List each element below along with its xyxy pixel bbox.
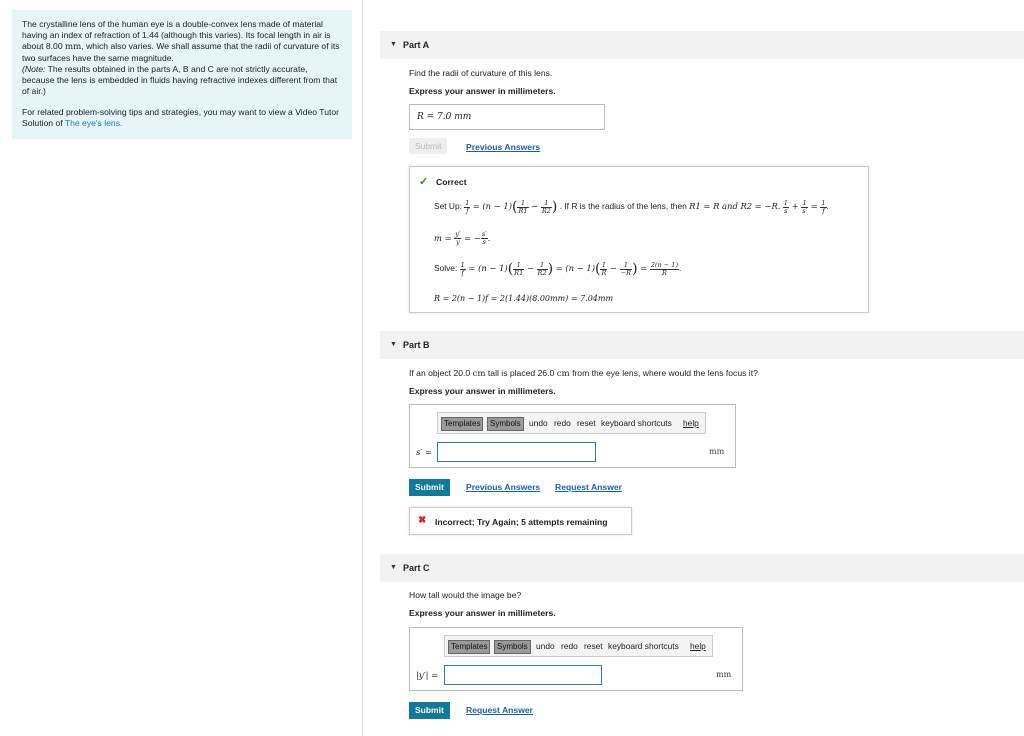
symbols-button[interactable]: Symbols xyxy=(487,417,524,431)
x-mark-icon: ✖ xyxy=(418,515,427,526)
video-tutor-paragraph: For related problem-solving tips and strategies, you may want to view a Video Tutor Solution of The eye's lens. xyxy=(22,107,340,128)
part-c-unit: mm xyxy=(716,670,732,679)
part-b-question: If an object 20.0 cm tall is placed 26.0 cm from the eye lens, where would the lens focus it? xyxy=(409,368,758,379)
redo-button[interactable]: redo xyxy=(554,418,571,428)
part-c-title: Part C xyxy=(403,563,430,573)
part-c-submit-button[interactable]: Submit xyxy=(409,702,450,719)
chevron-down-icon: ▼ xyxy=(390,41,397,48)
part-b-submit-button[interactable]: Submit xyxy=(409,479,450,496)
part-b-incorrect-feedback xyxy=(409,507,632,535)
undo-button[interactable]: undo xyxy=(536,641,555,651)
templates-button[interactable]: Templates xyxy=(448,640,490,654)
part-a-title: Part A xyxy=(403,40,430,50)
solve-line: Solve: $\frac{1}{f}$ = (n − 1)( $\frac{1}{R1}$ − $\frac{1}{R2}$ ) = (n − 1)( $\frac{1}{R}$ − $\frac{1}{-R}$ ) = $\frac{2(n - 1)}{R}$ . xyxy=(434,260,682,277)
part-c-answer-box xyxy=(409,627,743,691)
part-b-header[interactable] xyxy=(380,331,1024,359)
video-tutor-link[interactable]: The eye's lens. xyxy=(64,118,123,128)
reset-button[interactable]: reset xyxy=(584,641,603,651)
part-c-header[interactable] xyxy=(380,554,1024,582)
magnification-line: m = $\frac{y'}{y}$ = − $\frac{s'}{s}$ . xyxy=(434,230,491,246)
checkmark-icon: ✓ xyxy=(419,176,429,188)
part-c-instruction: Express your answer in millimeters. xyxy=(409,608,556,618)
templates-button[interactable]: Templates xyxy=(441,417,483,431)
part-b-request-answer-link[interactable]: Request Answer xyxy=(555,482,623,492)
undo-button[interactable]: undo xyxy=(529,418,548,428)
part-a-instruction: Express your answer in millimeters. xyxy=(409,86,556,96)
part-a-correct-feedback xyxy=(409,166,869,313)
setup-line: Set Up: $\frac{1}{f}$ = (n − 1)( $\frac{1}{R1}$ − $\frac{1}{R2}$ ) . If R is the radius of the lens, then R1 = R and R2 = −R. $\frac{1}{s}$ + $\frac{1}{s'}$ = $\frac{1}{f}$ . xyxy=(434,198,829,215)
correct-label: Correct xyxy=(436,177,467,187)
incorrect-message: Incorrect; Try Again; 5 attempts remaining xyxy=(435,517,608,527)
part-b-title: Part B xyxy=(403,340,430,350)
result-line: R = 2(n − 1)f = 2(1.44)(8.00mm) = 7.04mm xyxy=(434,294,614,303)
keyboard-shortcuts-button[interactable]: keyboard shortcuts xyxy=(608,641,679,651)
part-b-previous-answers-link[interactable]: Previous Answers xyxy=(466,482,541,492)
intro-paragraph: The crystalline lens of the human eye is a double-convex lens made of material having an index of refraction of 1.44 (although this varies). Its focal length in air is about 8.00 mm, which also varies. We shall assume that the radii of curvature of its two surfaces have the same magnitude. (Note: The results obtained in the parts A, B and C are not strictly accurate, because the lens is embedded in fluids having refractive indexes different from that of air.) xyxy=(22,19,340,96)
part-b-input-label: s′ = xyxy=(416,448,433,458)
part-b-instruction: Express your answer in millimeters. xyxy=(409,386,556,396)
part-a-submit-button[interactable]: Submit xyxy=(409,138,447,154)
reset-button[interactable]: reset xyxy=(577,418,596,428)
part-a-answer: R = 7.0 mm xyxy=(417,112,472,122)
symbols-button[interactable]: Symbols xyxy=(494,640,531,654)
part-c-input-label: |y′| = xyxy=(416,671,439,681)
part-b-answer-input[interactable] xyxy=(437,442,596,462)
part-a-previous-answers-link[interactable]: Previous Answers xyxy=(466,142,541,152)
help-button[interactable]: help xyxy=(683,418,699,428)
part-b-answer-box xyxy=(409,404,736,468)
part-b-math-toolbar xyxy=(437,412,706,434)
part-c-request-answer-link[interactable]: Request Answer xyxy=(466,705,534,715)
part-b-unit: mm xyxy=(709,447,725,456)
problem-intro xyxy=(12,10,352,139)
help-button[interactable]: help xyxy=(690,641,706,651)
chevron-down-icon: ▼ xyxy=(390,564,397,571)
part-a-header[interactable] xyxy=(380,31,1024,59)
keyboard-shortcuts-button[interactable]: keyboard shortcuts xyxy=(601,418,672,428)
chevron-down-icon: ▼ xyxy=(390,341,397,348)
redo-button[interactable]: redo xyxy=(561,641,578,651)
part-c-question: How tall would the image be? xyxy=(409,590,522,600)
part-a-question: Find the radii of curvature of this lens. xyxy=(409,68,553,78)
part-a-answer-box xyxy=(409,104,605,130)
column-divider xyxy=(362,0,363,736)
part-c-answer-input[interactable] xyxy=(444,665,602,685)
part-c-math-toolbar xyxy=(444,635,713,657)
